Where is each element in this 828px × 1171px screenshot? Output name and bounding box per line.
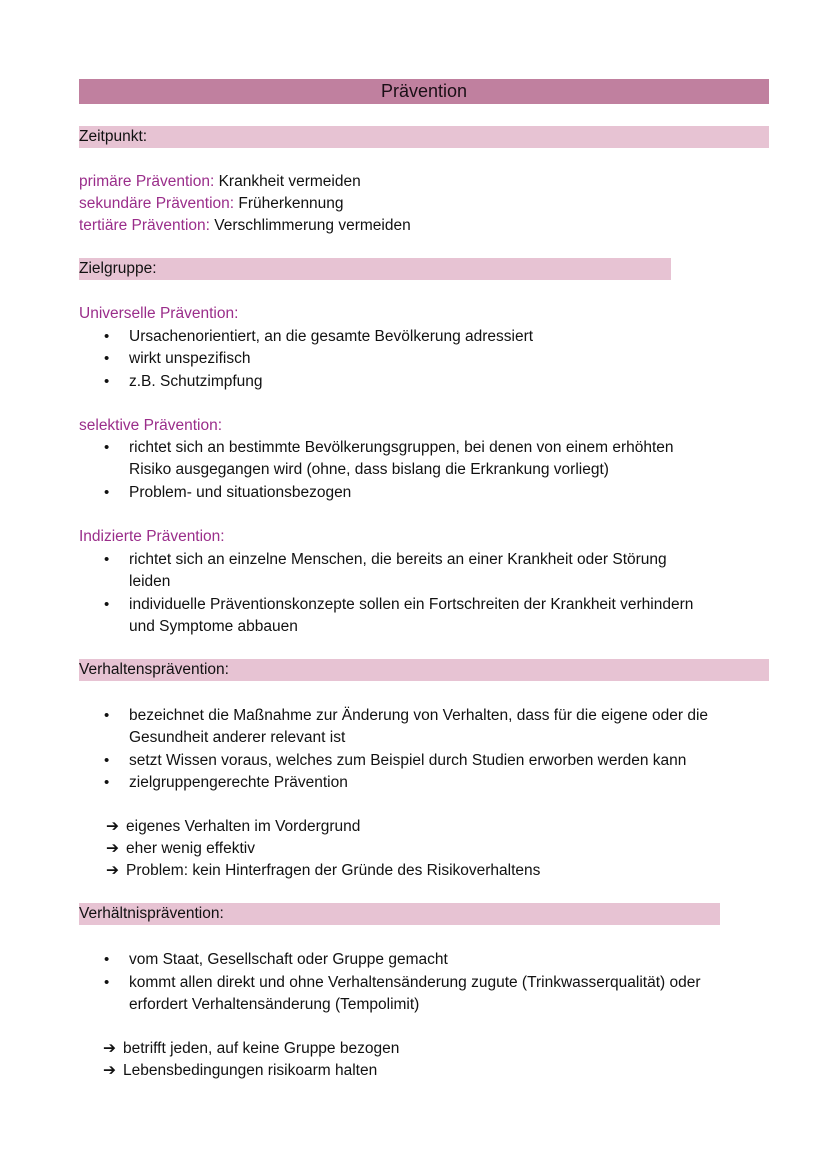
section-heading-verhaeltnispraevention: Verhältnisprävention: bbox=[79, 903, 720, 925]
section-heading-zeitpunkt: Zeitpunkt: bbox=[79, 126, 769, 148]
arrow-item: ➔ eigenes Verhalten im Vordergrund bbox=[106, 816, 360, 838]
zeitpunkt-item-tertiaer: tertiäre Prävention: Verschlimmerung vermeiden bbox=[79, 217, 411, 234]
arrow-right-icon: ➔ bbox=[106, 818, 119, 835]
arrow-item: ➔ betrifft jeden, auf keine Gruppe bezogen bbox=[103, 1038, 399, 1060]
arrow-item: ➔ Problem: kein Hinterfragen der Gründe des Risikoverhaltens bbox=[106, 860, 540, 882]
arrow-item: ➔ Lebensbedingungen risikoarm halten bbox=[103, 1060, 377, 1082]
section-heading-verhaltenspraevention: Verhaltensprävention: bbox=[79, 659, 769, 681]
zeitpunkt-item-primaer: primäre Prävention: Krankheit vermeiden bbox=[79, 173, 361, 190]
arrow-item: ➔ eher wenig effektiv bbox=[106, 838, 255, 860]
subheading-universell: Universelle Prävention: bbox=[79, 305, 239, 322]
zeitpunkt-item-sekundaer: sekundäre Prävention: Früherkennung bbox=[79, 195, 344, 212]
arrow-right-icon: ➔ bbox=[106, 862, 119, 879]
arrow-right-icon: ➔ bbox=[103, 1040, 116, 1057]
subheading-selektiv: selektive Prävention: bbox=[79, 417, 223, 434]
page-title: Prävention bbox=[79, 79, 769, 104]
arrow-right-icon: ➔ bbox=[106, 840, 119, 857]
subheading-indiziert: Indizierte Prävention: bbox=[79, 528, 225, 545]
section-heading-zielgruppe: Zielgruppe: bbox=[79, 258, 671, 280]
arrow-right-icon: ➔ bbox=[103, 1062, 116, 1079]
